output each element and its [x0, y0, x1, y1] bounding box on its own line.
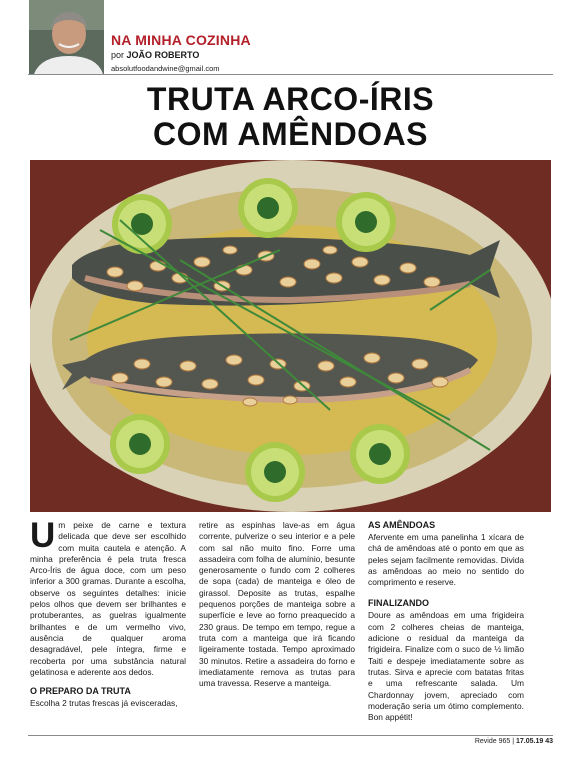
intro-paragraph — [30, 516, 186, 678]
article-title — [0, 82, 581, 152]
byline — [111, 49, 251, 61]
intro-text: m peixe de carne e textura delicada que deve ser escolhido com muita cautela e atenção. A minha preferência é pela truta fresca Arco-Íris de água doce, com um peso inferior a 300 gramas. Durante a escolha, observe os seguintes detalhes: inicie pelos olhos que devem ser brilhantes e protuberantes, as guelras igualmente brilhantes e de um vermelho vivo, ausência de qualquer aroma desagradável, pele íntegra, firme e recoberta por uma substância natural gelatinosa e aderente aos dedos. — [30, 520, 186, 677]
finalizando-text: Doure as amêndoas em uma frigideira com 2 colheres cheias de manteiga, adicione o residual da manteiga da frigideira. Finalize com o suco de ½ limão Taiti e despeje imediatamente sobre as trutas. Sirva e aprecie com batatas fritas e uma refrescante salada. Um Chardonnay jovem, apreciado com moderação seria um ótimo complemento. Bon appétit! — [368, 610, 524, 723]
page-footer — [475, 737, 553, 746]
magazine-issue: Revide 965 | — [474, 738, 515, 745]
title-line-1: TRUTA ARCO-ÍRIS — [146, 81, 435, 117]
issue-date: 17.05.19 — [516, 738, 544, 745]
page-number: 43 — [545, 738, 553, 745]
title-line-2: COM AMÊNDOAS — [152, 116, 429, 152]
preparo-text: Escolha 2 trutas frescas já evisceradas, — [30, 698, 178, 709]
heading-preparo: O PREPARO DA TRUTA — [30, 686, 131, 697]
preparo-continued: retire as espinhas lave-as em água corrente, pulverize o seu interior e a pele com sal não muito fino. Forre uma assadeira com folha de alumínio, besunte generosamente o fundo com 2 colheres de sopa (cada) de manteiga e óleo de girassol. Deposite as trutas, espalhe pequenos porções de manteiga sobre a superfície e leve ao forno preaquecido a 230 graus. De tempo em tempo, regue a truta com a manteiga que irá ficando ligeiramente tostada. Tempo aproximado 30 minutos. Retire a assadeira do forno e imediatamente remova as trutas para uma travessa. Reserve a manteiga. — [199, 520, 355, 689]
dish-photo — [30, 160, 551, 512]
author-name: JOÃO ROBERTO — [126, 50, 200, 60]
text-column-2 — [199, 520, 355, 689]
by-prefix: por — [111, 50, 125, 60]
drop-cap: U — [30, 516, 56, 555]
heading-finalizando: FINALIZANDO — [368, 598, 429, 609]
heading-amendoas: AS AMÊNDOAS — [368, 520, 436, 530]
author-email[interactable]: absolutfoodandwine@gmail.com — [111, 64, 220, 73]
top-rule — [28, 74, 553, 75]
text-column-1 — [30, 516, 186, 709]
text-column-3 — [368, 520, 524, 723]
column-header — [111, 32, 251, 74]
amendoas-text: Aferventе em uma panelinha 1 xícara de chá de amêndoas até o ponto em que as peles sejam facilmente removidas. Divida as amêndoas ao meio no sentido do comprimento e reserve. — [368, 532, 524, 588]
section-name: NA MINHA COZINHA — [111, 32, 251, 48]
bottom-rule — [28, 735, 553, 736]
author-photo — [29, 0, 104, 74]
